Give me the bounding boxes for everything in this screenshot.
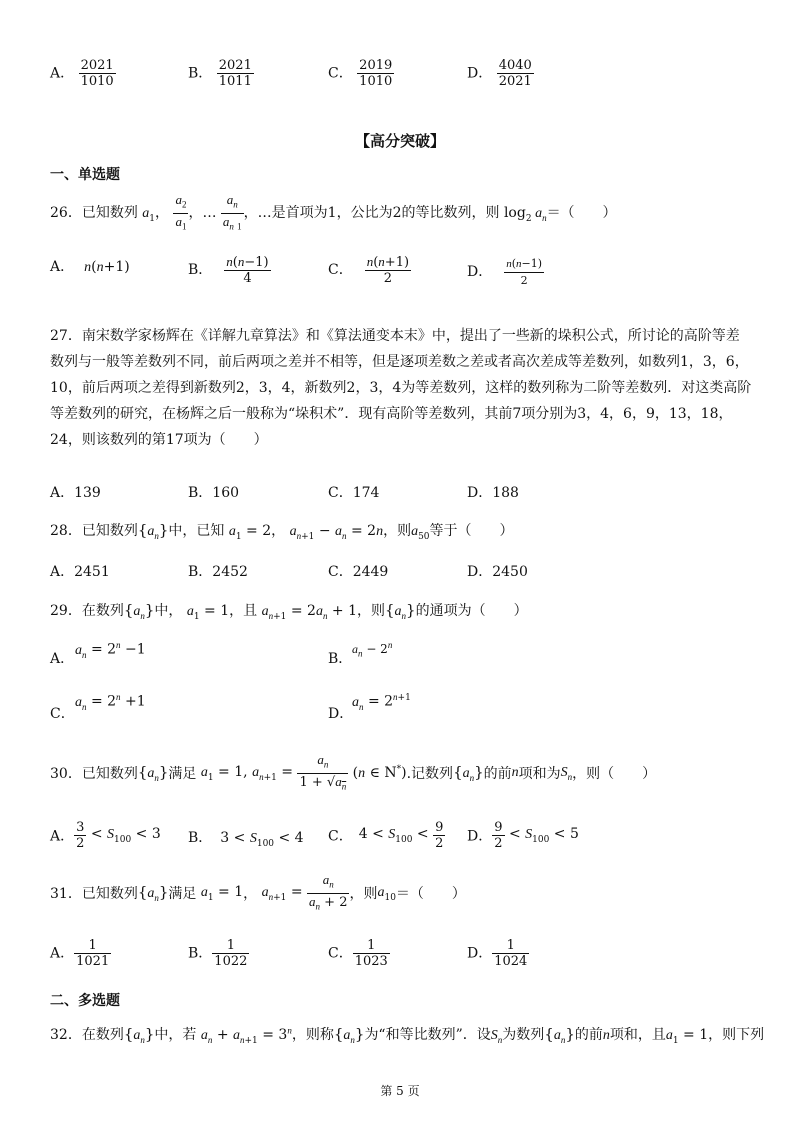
q29-option-b: B． (328, 651, 353, 667)
q26-option-a: A． n(n+1) (50, 259, 130, 275)
q27-option-b: B．160 (188, 485, 240, 501)
q31-option-d: D． $\frac{1}{1024}$ (467, 938, 528, 969)
prev-option-b: B． $\frac{2021}{1011}$ (188, 58, 252, 89)
q26-option-b: B． $\frac{n(n-1)}{4}$ (188, 254, 269, 286)
prev-option-d: D． $\frac{4040}{2021}$ (467, 58, 532, 89)
q27-option-d: D．188 (467, 485, 519, 501)
q28-option-c: C．2449 (328, 564, 389, 580)
q31-option-b: B． $\frac{1}{1022}$ (188, 938, 248, 969)
section-title: 【高分突破】 (354, 132, 445, 150)
question-30: 30．已知数列$\{a_n\}$满足 $a_1 = 1$, $a_{n+1}$ = $\frac{a_n}{1 + √a_n}$ (n ∈ N*).记数列$\{a_n\}$的前n项和为$S_n$，则（ ） (50, 752, 657, 792)
fraction: $\frac{4040}{2021}$ (498, 58, 532, 89)
page-number: 第 5 页 (380, 1084, 420, 1098)
prev-option-a: A． $\frac{2021}{1010}$ (50, 58, 114, 89)
q27-option-a: A．139 (50, 485, 101, 501)
fraction: $\frac{2021}{1010}$ (80, 58, 114, 89)
q30-option-d: D． $\frac{9}{2}$ < $S_{100} < 5$ (467, 820, 579, 851)
prev-option-c: C． $\frac{2019}{1010}$ (328, 58, 393, 89)
q29-option-d: D． (328, 706, 354, 722)
q27-option-c: C．174 (328, 485, 380, 501)
question-26: 26．已知数列 $a_1$， $\frac{a_2}{a_1}$ ，… $\frac{a_n}{a_n _1}$ ，…是首项为1，公比为2的等比数列，则 $\log_2 a_n=$（ ） (50, 192, 617, 232)
fraction: $\frac{2021}{1011}$ (218, 58, 252, 89)
q29-option-c: C． (50, 706, 75, 722)
question-31: 31．已知数列$\{a_n\}$满足 $a_1 = 1$， $a_{n+1}$ = $\frac{a_n}{a_n + 2}$ ，则$a_{10}=$（ ） (50, 872, 466, 912)
q28-option-b: B．2452 (188, 564, 248, 580)
part1-title: 一、单选题 (50, 167, 120, 183)
q31-option-c: C． $\frac{1}{1023}$ (328, 938, 388, 969)
q26-option-d: D． $\frac{n(n-1)}{2}$ (467, 257, 543, 287)
q30-option-a: A． $\frac{3}{2}$ < $S_{100} < 3$ (50, 820, 161, 851)
fraction: $\frac{2019}{1010}$ (359, 58, 393, 89)
q29-formula-c: $a_n = 2^n +1$ (75, 692, 146, 712)
question-28: 28．已知数列$\{a_n\}$中，已知 $a_1 = 2$， $a_{n+1} - a_n = 2n$，则$a_{50}$等于（ ） (50, 521, 514, 542)
q29-formula-b: $a_n - 2^n$ (352, 640, 393, 659)
q30-option-c: C． $4 < S_{100}$ < $\frac{9}{2}$ (328, 820, 444, 851)
question-27: 27．南宋数学家杨辉在《详解九章算法》和《算法通变本末》中，提出了一些新的垛积公式，所讨论的高阶等差 数列与一般等差数列不同，前后两项之差并不相等，但是逐项差数之差或者高次差成等差数列，如数列1，3，6， 10，前后两项之差得到新数列2，3，4，新数列2，3，4为等差数列，这样的数列称为二阶等差数列．对这类高阶 等差数列的研究，在杨辉之后一般称为“垛积术”．现有高阶等差数列，其前7项分别为3，4，6，9，13，18， 24，则该数列的第17项为（ ） (50, 328, 752, 448)
q29-formula-a: $a_n = 2^n -1$ (75, 640, 146, 660)
part2-title: 二、多选题 (50, 993, 120, 1009)
q28-option-a: A．2451 (50, 564, 110, 580)
q29-formula-d: $a_n = 2^{n+1}$ (352, 692, 411, 712)
q29-option-a: A． (50, 651, 75, 667)
q30-option-b: B． $3 < S_{100} < 4$ (188, 830, 304, 849)
q31-option-a: A． $\frac{1}{1021}$ (50, 938, 110, 969)
q28-option-d: D．2450 (467, 564, 528, 580)
question-32: 32．在数列$\{a_n\}$中，若 $a_n + a_{n+1} = 3^n$，则称$\{a_n\}$为“和等比数列”．设$S_n$为数列$\{a_n\}$的前n项和，且$a_1 = 1$，则下列 (50, 1025, 765, 1046)
q26-option-c: C． $\frac{n(n+1)}{2}$ (328, 254, 410, 286)
question-29: 29．在数列$\{a_n\}$中， $a_1 = 1$，且 $a_{n+1} = 2a_n + 1$，则$\{a_n\}$的通项为（ ） (50, 601, 528, 622)
